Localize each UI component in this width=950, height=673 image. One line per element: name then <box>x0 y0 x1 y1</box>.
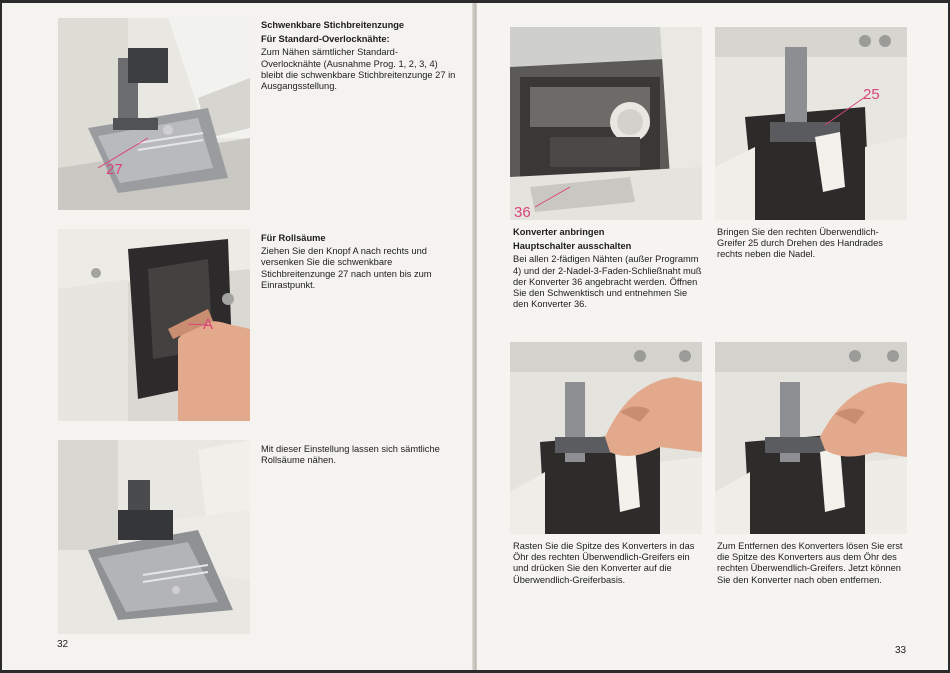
photo-stitch-finger-lowered <box>58 440 250 634</box>
section-subheading: Hauptschalter ausschalten <box>513 241 632 252</box>
section-position-looper <box>717 227 907 261</box>
section-heading: Konverter anbringen <box>513 227 605 237</box>
section-heading: Schwenkbare Stichbreitenzunge <box>261 20 405 30</box>
section-body: Bei allen 2-fädigen Nähten (außer Programm 4) und der 2-Nadel-3-Faden-Schließnaht muß der Konverter 36 angebracht werden. Öffnen Sie den Schwenktisch und entnehmen Sie den Konverter 36. <box>513 254 702 310</box>
section-body: Mit dieser Einstellung lassen sich sämtliche Rollsäume nähen. <box>261 444 440 466</box>
section-standard-overlock <box>261 20 457 92</box>
section-body: Zum Entfernen des Konverters lösen Sie erst die Spitze des Konverters aus dem Öhr des rechten Überwendlich-Greifers. Jetzt können Sie den Konverter nach oben entfernen. <box>717 541 903 585</box>
section-body: Zum Nähen sämtlicher Standard-Overlocknähte (Ausnahme Prog. 1, 2, 3, 4) bleibt die schwenkbare Stichbreitenzunge 27 in Ausgangsstellung. <box>261 47 456 92</box>
callout-36: 36 <box>514 204 531 220</box>
photo-looper-position <box>715 27 907 220</box>
section-rolled-hem <box>261 233 439 291</box>
left-page <box>2 3 475 670</box>
section-body: Bringen Sie den rechten Überwendlich-Greifer 25 durch Drehen des Handrades rechts neben die Nadel. <box>717 227 883 260</box>
photo-insert-converter <box>510 342 702 534</box>
section-subheading: Für Standard-Overlocknähte: <box>261 34 390 45</box>
photo-rolled-hem-knob <box>58 229 250 421</box>
section-body: Ziehen Sie den Knopf A nach rechts und versenken Sie die schwenkbare Stichbreitenzunge 27 nach unten bis zum Einrastpunkt. <box>261 246 432 290</box>
section-insert-converter <box>513 541 705 586</box>
callout-25: 25 <box>863 86 880 103</box>
section-body: Rasten Sie die Spitze des Konverters in das Öhr des rechten Überwendlich-Greifers ein und drücken Sie den Konverter auf die Überwendlich-Greiferbasis. <box>513 541 695 585</box>
page-number-right: 33 <box>895 645 907 656</box>
callout-a: A <box>203 316 214 333</box>
callout-27: 27 <box>106 161 123 178</box>
photo-converter-compartment <box>510 27 702 220</box>
photo-stitch-finger-standard <box>58 18 250 210</box>
page-number-left: 32 <box>57 639 69 650</box>
photo-remove-converter <box>715 342 907 534</box>
section-remove-converter <box>717 541 907 586</box>
section-heading: Für Rollsäume <box>261 233 326 243</box>
right-page <box>477 3 948 670</box>
section-rolled-hem-result <box>261 444 453 466</box>
section-attach-converter <box>513 227 705 310</box>
